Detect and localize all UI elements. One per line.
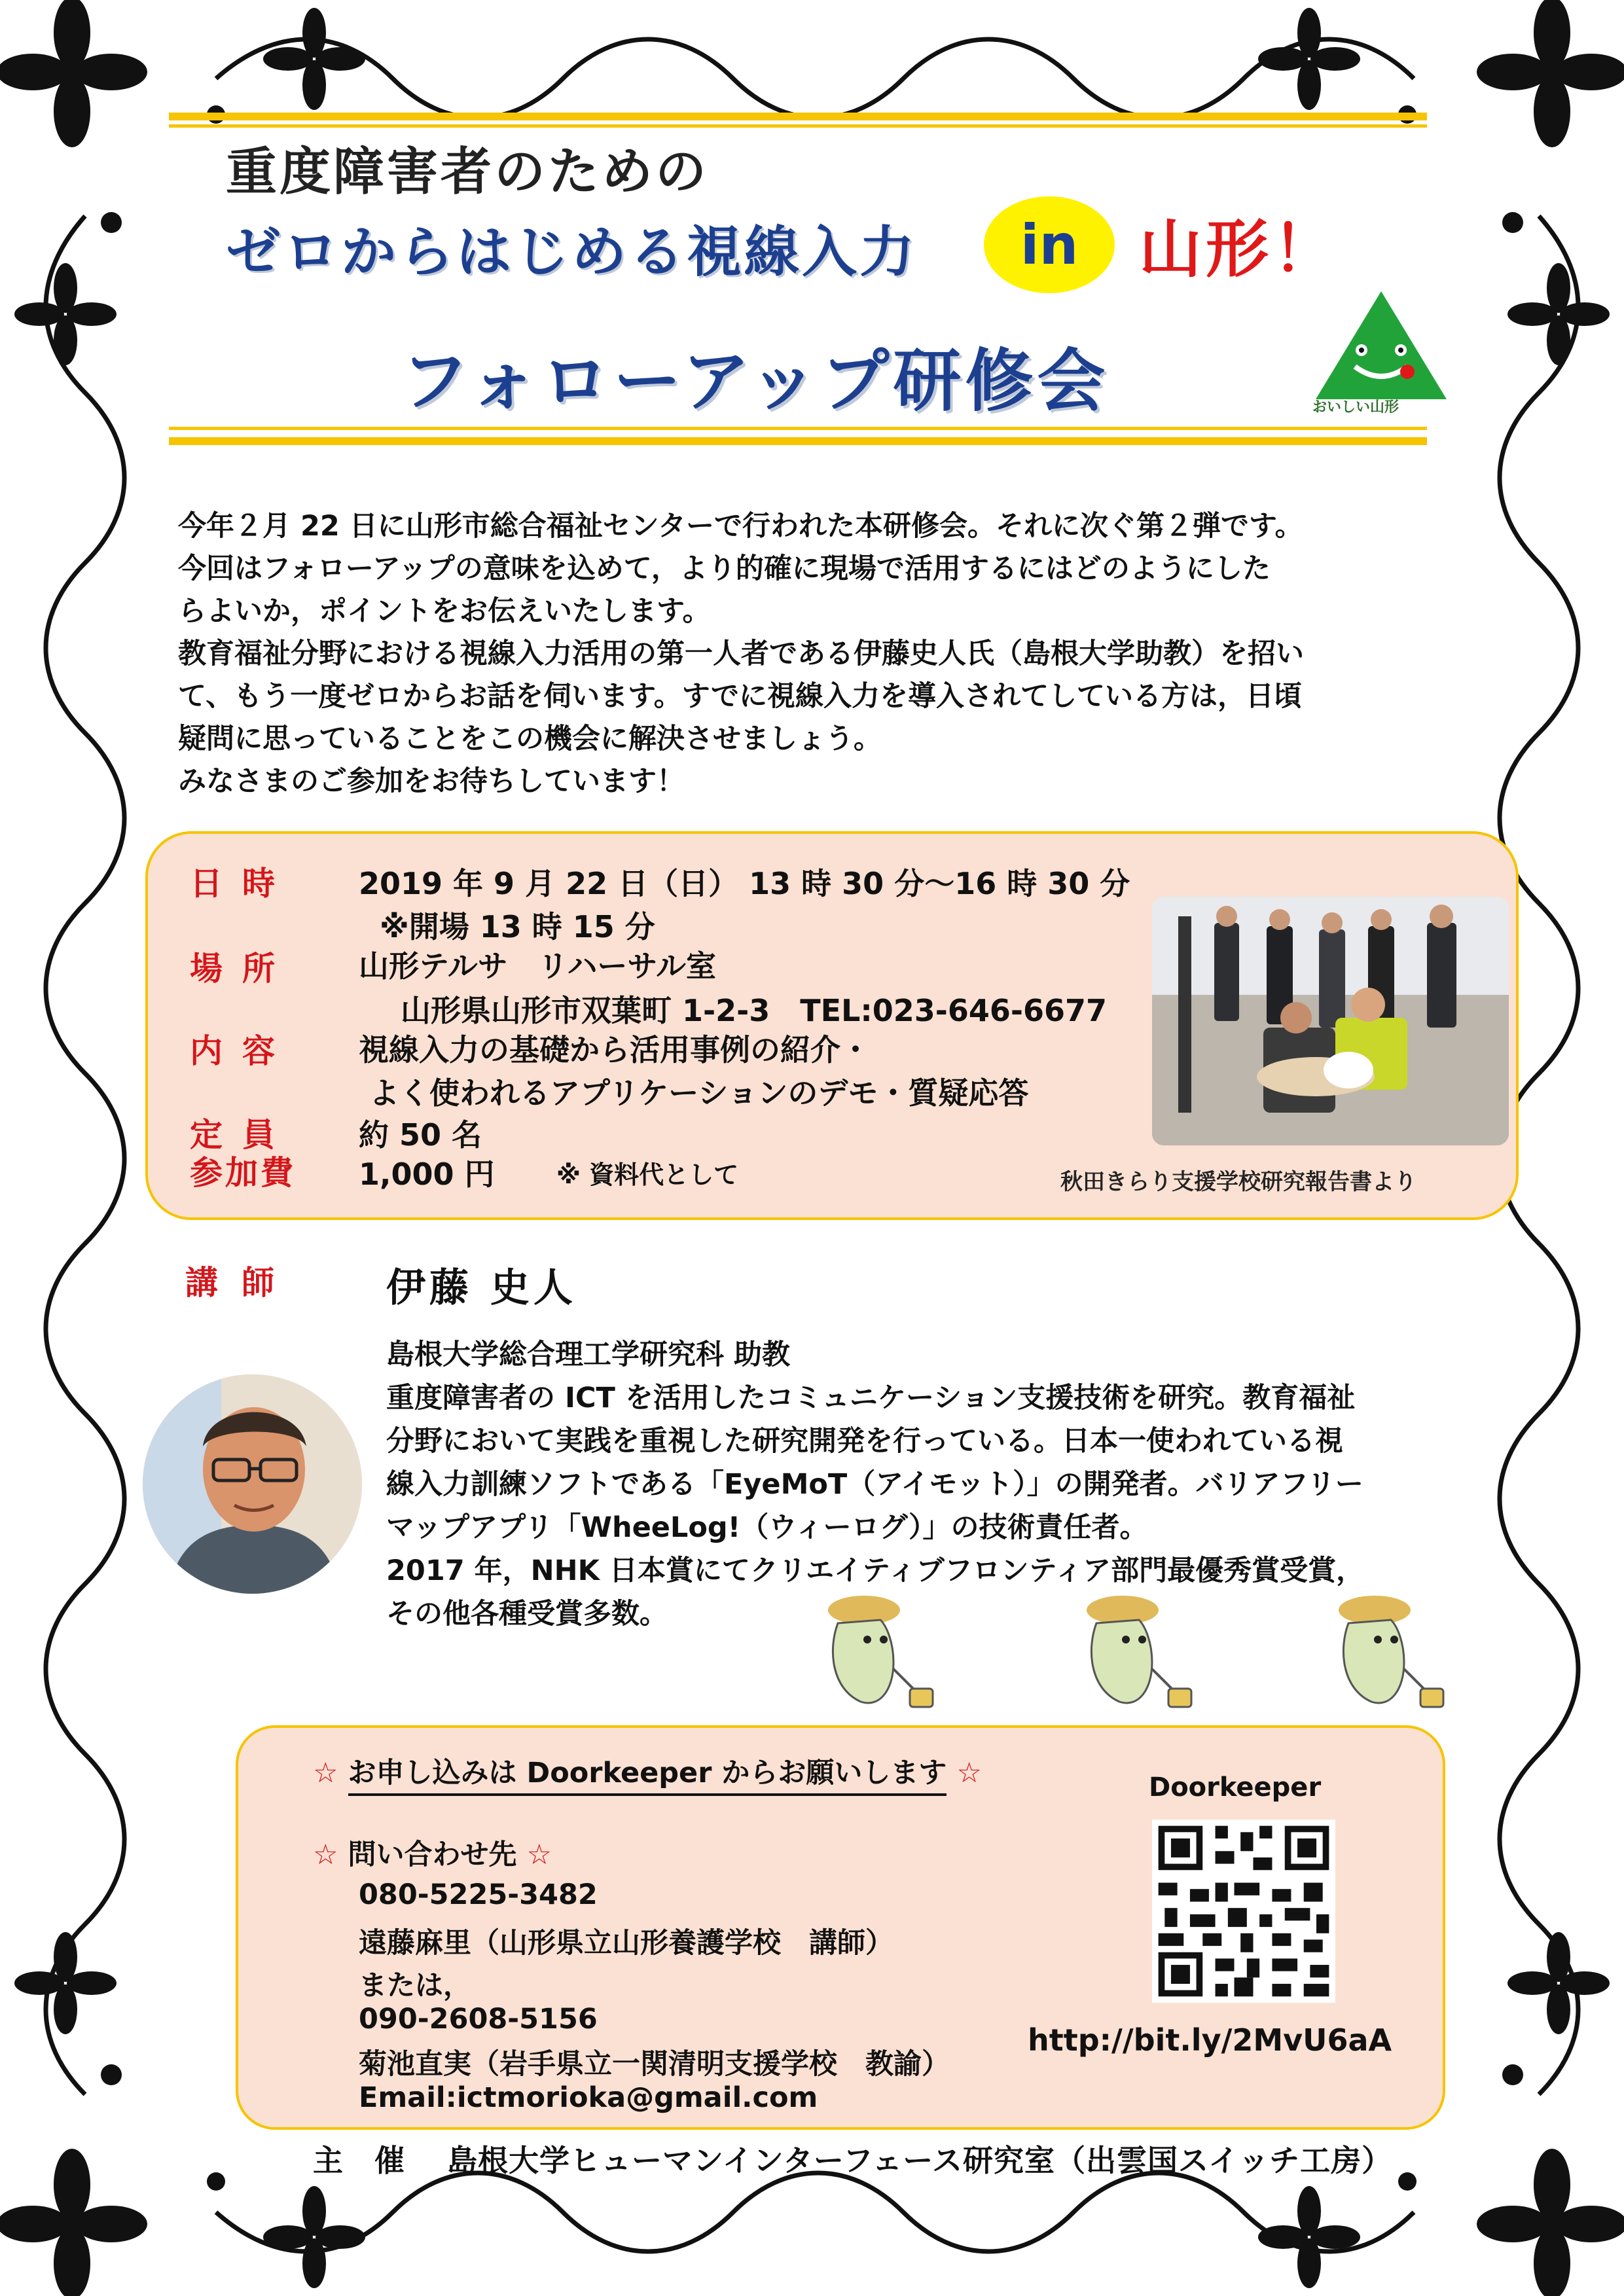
contact-person1: 遠藤麻里（山形県立山形養護学校 講師） [359,1927,893,1960]
title-top-thin-rule [169,124,1427,128]
intro-line: 今年２月 22 日に山形市総合福祉センターで行われた本研修会。それに次ぐ第２弾です。 [178,510,1303,543]
date-label: 日時 [190,865,295,903]
qr-code-icon[interactable] [1152,1820,1335,2003]
lecturer-avatar [143,1374,362,1594]
fee-value: 1,000 円 [359,1157,495,1192]
content-line1: 視線入力の基礎から活用事例の紹介・ [359,1032,871,1067]
logo-caption: おいしい山形 [1312,399,1399,416]
contact-or: または， [359,1969,471,2002]
bio-line: 2017 年，NHK 日本賞にてクリエイティブフロンティア部門最優秀賞受賞， [386,1554,1365,1587]
contact-phone2[interactable]: 090-2608-5156 [359,2003,598,2036]
title-bottom-thin-rule [169,427,1427,430]
contact-title: 問い合わせ先 [348,1839,517,1871]
in-badge [984,196,1115,293]
title-top-rule [169,113,1427,120]
in-badge-text: in [1020,213,1079,277]
bio-line: 重度障害者の ICT を活用したコミュニケーション支援技術を研究。教育福祉 [386,1382,1356,1414]
place-address: 山形県山形市双葉町 1-2-3 TEL:023-646-6677 [401,993,1107,1028]
bio-line: 分野において実践を重視した研究開発を行っている。日本一使われている視 [386,1425,1343,1458]
contact-title-line [313,1833,552,1873]
classroom-scene-image [1152,897,1509,1145]
place-label: 場所 [190,950,295,988]
bio-line: マップアプリ「WheeLog!（ウィーログ）」の技術責任者。 [386,1511,1148,1544]
intro-line: 疑問に思っていることをこの機会に解決させましょう。 [178,723,882,755]
mascot-illustration [802,1590,939,1721]
title-line3: フォローアップ研修会 [401,341,1110,421]
lecturer-portrait-image [143,1374,362,1594]
intro-line: 教育福祉分野における視線入力活用の第一人者である伊藤史人氏（島根大学助教）を招い [178,637,1304,670]
open-time-note: ※開場 13 時 15 分 [380,909,655,944]
fee-label: 参加費 [190,1154,296,1192]
apply-line [313,1751,982,1791]
lecturer-name: 伊藤 史人 [386,1265,577,1311]
lecturer-label: 講師 [185,1264,298,1302]
capacity-label: 定員 [190,1116,295,1154]
intro-line: 今回はフォローアップの意味を込めて，より的確に現場で活用するにはどのようにした [178,552,1271,585]
star-icon: ☆ [313,1839,338,1871]
fee-note: ※ 資料代として [556,1160,739,1189]
mascot-illustration [1060,1590,1198,1721]
apply-text[interactable]: お申し込みは Doorkeeper からお願いします [348,1757,947,1796]
qr-title: Doorkeeper [1149,1772,1322,1803]
content-label: 内容 [190,1032,295,1070]
intro-paragraph [178,505,1481,803]
star-icon: ☆ [526,1839,552,1871]
contact-email[interactable]: Email:ictmorioka@gmail.com [359,2081,818,2114]
star-icon: ☆ [313,1757,338,1789]
title-line2: ゼロからはじめる視線入力 [226,220,918,284]
intro-line: らよいか，ポイントをお伝えいたします。 [178,595,711,628]
bio-line: 線入力訓練ソフトである「EyeMoT（アイモット）」の開発者。バリアフリー [386,1468,1363,1501]
mascot-illustration [1312,1590,1450,1721]
title-bottom-rule [169,437,1427,445]
event-photo [1152,897,1509,1145]
organizer-line [313,2137,1392,2180]
place-value: 山形テルサ リハーサル室 [359,948,717,984]
organizer-name: 島根大学ヒューマンインターフェース研究室（出雲国スイッチ工房） [447,2143,1393,2178]
intro-line: て、もう一度ゼロからお話を伺います。すでに視線入力を導入されてしている方は，日頃 [178,680,1302,713]
title-yamagata: 山形！ [1139,213,1339,286]
qr-url-link[interactable]: http://bit.ly/2MvU6aA [1028,2022,1392,2058]
capacity-value: 約 50 名 [359,1117,482,1153]
photo-caption: 秋田きらり支援学校研究報告書より [1060,1169,1416,1195]
intro-line: みなさまのご参加をお待ちしています！ [178,765,685,798]
contact-person2: 菊池直実（岩手県立一関清明支援学校 教諭） [359,2048,950,2081]
content-line2: よく使われるアプリケーションのデモ・質疑応答 [369,1075,1029,1111]
date-value: 2019 年 9 月 22 日（日） 13 時 30 分～16 時 30 分 [359,866,1130,901]
organizer-label: 主 催 [313,2143,405,2178]
star-icon: ☆ [956,1757,982,1789]
contact-phone1[interactable]: 080-5225-3482 [359,1878,598,1911]
title-line1: 重度障害者のための [226,143,710,202]
bio-line: 島根大学総合理工学研究科 助教 [386,1338,790,1371]
bio-line: その他各種受賞多数。 [386,1598,668,1630]
